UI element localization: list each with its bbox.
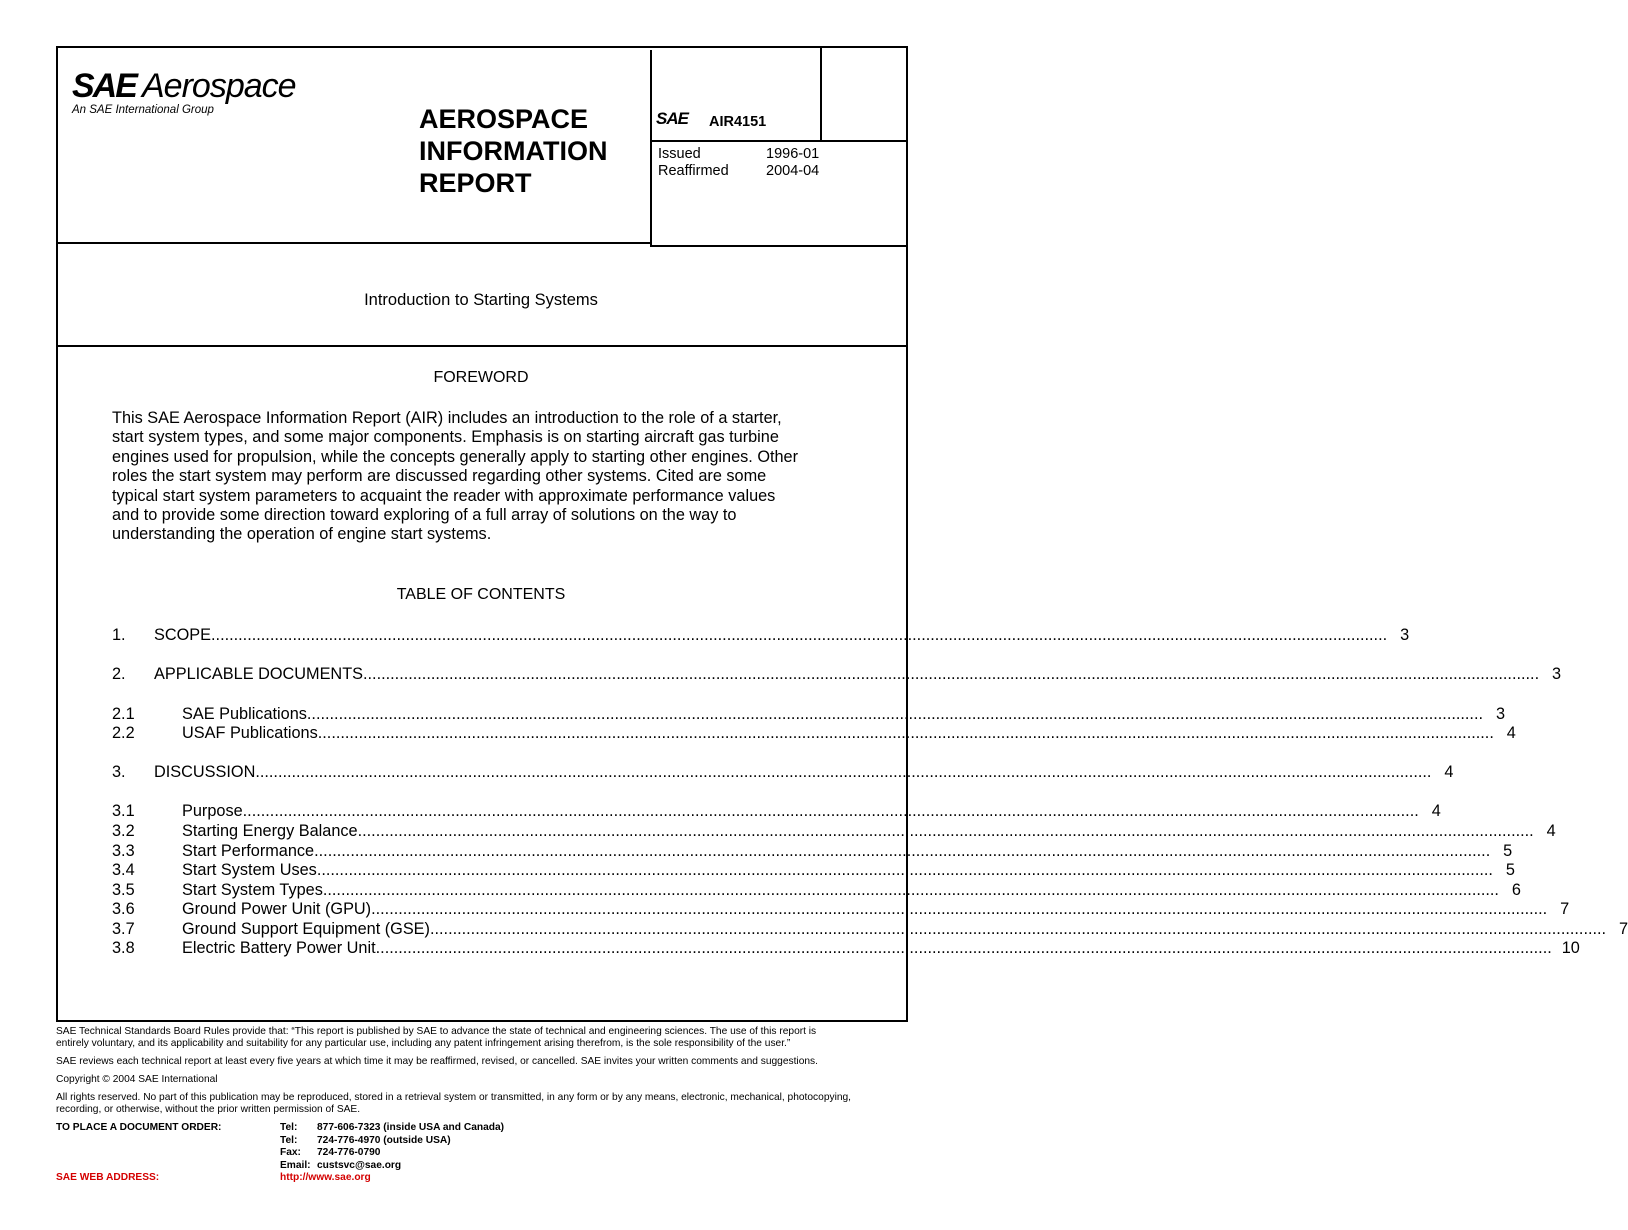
- toc-heading: TABLE OF CONTENTS: [396, 586, 566, 603]
- toc-entry-body: [182, 801, 1441, 821]
- toc-entry-number: 3.2: [112, 822, 135, 840]
- toc-entry-page: 7: [1619, 920, 1628, 938]
- rules-line: SAE Technical Standards Board Rules provide that: “This report is published by SAE to advance the state of technical and engineering sciences. The use of this report is: [56, 1026, 817, 1037]
- toc-leader-dots: ....................................................................................................................................................................................................................................................................: [255, 763, 1432, 781]
- tel-key: Tel:: [280, 1134, 298, 1146]
- toc-entry[interactable]: [112, 801, 1441, 821]
- footer-notices: [56, 1026, 910, 1122]
- rights-line: All rights reserved. No part of this publication may be reproduced, stored in a retrieval system or transmitted, in any form or by any means, electronic, mechanical, photocopying,: [56, 1092, 851, 1103]
- toc-entry-body: [154, 664, 1562, 684]
- reaffirmed-row: [658, 163, 819, 180]
- toc-entry[interactable]: [112, 723, 1516, 743]
- toc-entry-body: [182, 880, 1521, 900]
- toc-entry-number: 3.5: [112, 881, 135, 899]
- toc-entry[interactable]: [112, 704, 1506, 724]
- fax-row: [280, 1147, 380, 1160]
- title-divider: [56, 345, 906, 347]
- toc-entry-body: [182, 821, 1556, 841]
- docnum-box-divider: [820, 48, 822, 141]
- foreword-line: start system types, and some major components. Emphasis is on starting aircraft gas turbine: [112, 428, 779, 447]
- toc-entry-body: [182, 938, 1580, 958]
- foreword-line: roles the start system may perform are discussed regarding other systems. Cited are some: [112, 467, 767, 486]
- email-row: [280, 1160, 401, 1173]
- rights-line: recording, or otherwise, without the prior written permission of SAE.: [56, 1104, 361, 1115]
- toc-entry-label: Starting Energy Balance: [182, 822, 358, 840]
- toc-entry[interactable]: [112, 919, 1628, 939]
- document-type: [419, 103, 639, 199]
- toc-leader-dots: ....................................................................................................................................................................................................................................................................: [363, 665, 1540, 683]
- foreword-line: understanding the operation of engine start systems.: [112, 525, 492, 544]
- docnum-box-bottom: [650, 140, 906, 142]
- fax-key: Fax:: [280, 1147, 301, 1159]
- logo-tagline: An SAE International Group: [72, 104, 214, 116]
- tel-value: 877-606-7323 (inside USA and Canada): [317, 1122, 505, 1133]
- review-notice: SAE reviews each technical report at least every five years at which time it may be reaffirmed, revised, or cancelled. SAE invites your written comments and suggestions.: [56, 1056, 818, 1067]
- toc-leader-dots: ....................................................................................................................................................................................................................................................................: [357, 822, 1534, 840]
- header-divider-left: [56, 242, 650, 244]
- toc-entry-label: SCOPE: [154, 626, 212, 644]
- toc-leader-dots: ....................................................................................................................................................................................................................................................................: [317, 724, 1494, 742]
- toc-entry-number: 3.8: [112, 939, 135, 957]
- header-vertical-divider: [650, 50, 652, 246]
- toc-entry[interactable]: [112, 762, 1454, 782]
- toc-entry-page: 4: [1546, 822, 1556, 840]
- doc-type-line: REPORT: [419, 168, 532, 198]
- email-link[interactable]: custsvc@sae.org: [317, 1159, 402, 1171]
- foreword-text: [112, 409, 852, 545]
- toc-entry[interactable]: [112, 664, 1562, 684]
- toc-entry-body: [182, 860, 1515, 880]
- toc-entry-label: Start Performance: [182, 842, 315, 860]
- toc-entry-number: 3.1: [112, 802, 135, 820]
- toc-entry-page: 6: [1511, 881, 1521, 899]
- toc-entry-body: [182, 704, 1506, 724]
- toc-entry-body: [182, 723, 1516, 743]
- tel-value: 724-776-4970 (outside USA): [317, 1134, 451, 1146]
- toc-leader-dots: ....................................................................................................................................................................................................................................................................: [375, 939, 1552, 957]
- order-label: TO PLACE A DOCUMENT ORDER:: [56, 1122, 222, 1133]
- issued-row: [658, 146, 819, 163]
- toc-entry-page: 3: [1552, 665, 1562, 683]
- toc-entry-number: 3.4: [112, 861, 135, 879]
- toc-entry-number: 3.6: [112, 900, 135, 918]
- toc-leader-dots: ....................................................................................................................................................................................................................................................................: [322, 881, 1499, 899]
- toc-entry-page: 10: [1561, 939, 1580, 957]
- logo-brand: SAE: [72, 67, 136, 105]
- toc-entry-number: 2.2: [112, 724, 135, 742]
- reaffirmed-value: 2004-04: [766, 163, 820, 179]
- toc-entry-label: Ground Support Equipment (GSE): [182, 920, 430, 938]
- toc-leader-dots: ....................................................................................................................................................................................................................................................................: [211, 626, 1388, 644]
- header-divider-right: [650, 245, 906, 247]
- tel-key: Tel:: [280, 1122, 298, 1133]
- tel-inside: [280, 1122, 504, 1135]
- toc-leader-dots: ....................................................................................................................................................................................................................................................................: [429, 920, 1607, 938]
- toc-entry-label: Electric Battery Power Unit: [182, 939, 376, 957]
- toc-entry-number: 3.: [112, 763, 126, 781]
- toc-entry-body: [154, 762, 1454, 782]
- toc-leader-dots: ....................................................................................................................................................................................................................................................................: [316, 861, 1493, 879]
- toc-entry-number: 2.1: [112, 705, 135, 723]
- foreword-line: This SAE Aerospace Information Report (AIR) includes an introduction to the role of a starter,: [112, 409, 782, 427]
- toc-entry-page: 3: [1400, 626, 1410, 644]
- rules-line: entirely voluntary, and its applicability and suitability for any particular use, including any patent infringement arising therefrom, is the sole responsibility of the user.”: [56, 1038, 791, 1049]
- toc-entry-number: 3.3: [112, 842, 135, 860]
- foreword-heading: FOREWORD: [433, 369, 529, 386]
- toc-entry-page: 5: [1505, 861, 1515, 879]
- web-label: SAE WEB ADDRESS:: [56, 1172, 160, 1184]
- toc-entry[interactable]: [112, 625, 1410, 645]
- toc-entry[interactable]: [112, 860, 1515, 880]
- toc-entry-page: 3: [1495, 705, 1506, 723]
- toc-entry-label: APPLICABLE DOCUMENTS: [154, 665, 363, 683]
- toc-entry-label: Purpose: [182, 802, 243, 820]
- toc-entry-label: DISCUSSION: [154, 763, 256, 781]
- toc-entry[interactable]: [112, 841, 1513, 861]
- foreword-line: and to provide some direction toward exploring of a full array of solutions on the way to: [112, 506, 737, 525]
- reaffirmed-label: Reaffirmed: [658, 163, 729, 179]
- toc-entry-label: Start System Types: [182, 881, 323, 899]
- toc-entry-label: Ground Power Unit (GPU): [182, 900, 372, 918]
- copyright-notice: Copyright © 2004 SAE International: [56, 1074, 218, 1085]
- document-title: Introduction to Starting Systems: [364, 291, 598, 309]
- toc-entry-number: 1.: [112, 626, 126, 644]
- toc-leader-dots: ....................................................................................................................................................................................................................................................................: [371, 900, 1548, 918]
- toc-entry[interactable]: [112, 880, 1521, 900]
- logo-name: Aerospace: [142, 67, 296, 105]
- sae-small-logo: SAE: [656, 109, 688, 128]
- doc-type-line: AEROSPACE: [419, 104, 589, 134]
- toc-entry[interactable]: [112, 899, 1570, 919]
- doc-type-line: INFORMATION: [419, 136, 608, 166]
- toc-entry-body: [182, 899, 1570, 919]
- toc-entry-label: USAF Publications: [182, 724, 318, 742]
- toc-entry-page: 4: [1431, 802, 1441, 820]
- toc-entry-page: 7: [1560, 900, 1570, 918]
- issued-label: Issued: [658, 146, 701, 162]
- toc-leader-dots: ....................................................................................................................................................................................................................................................................: [314, 842, 1491, 860]
- sae-aerospace-logo: [72, 68, 312, 120]
- document-number: AIR4151: [709, 114, 767, 130]
- foreword-line: typical start system parameters to acquaint the reader with approximate performance values: [112, 486, 776, 505]
- toc-leader-dots: ....................................................................................................................................................................................................................................................................: [242, 802, 1419, 820]
- toc-entry-body: [154, 625, 1410, 645]
- email-key: Email:: [280, 1159, 311, 1171]
- toc-entry-label: SAE Publications: [182, 705, 307, 723]
- fax-value: 724-776-0790: [317, 1147, 381, 1159]
- toc-entry-page: 4: [1444, 763, 1454, 781]
- toc-entry-number: 3.7: [112, 920, 135, 938]
- toc-entry-body: [182, 919, 1628, 939]
- toc-entry[interactable]: [112, 938, 1580, 958]
- toc-entry-label: Start System Uses: [182, 861, 317, 879]
- toc-entry-page: 4: [1506, 724, 1516, 742]
- foreword-line: engines used for propulsion, while the concepts generally apply to starting other engines. Other: [112, 447, 799, 466]
- rules-notice: [56, 1026, 910, 1050]
- toc-entry[interactable]: [112, 821, 1556, 841]
- toc-leader-dots: ....................................................................................................................................................................................................................................................................: [306, 705, 1484, 723]
- toc-entry-body: [182, 841, 1513, 861]
- web-address-link[interactable]: http://www.sae.org: [280, 1172, 371, 1184]
- toc-entry-page: 5: [1503, 842, 1513, 860]
- tel-outside: [280, 1135, 451, 1148]
- toc-entry-number: 2.: [112, 665, 126, 683]
- issued-value: 1996-01: [766, 146, 820, 162]
- rights-notice: [56, 1092, 910, 1116]
